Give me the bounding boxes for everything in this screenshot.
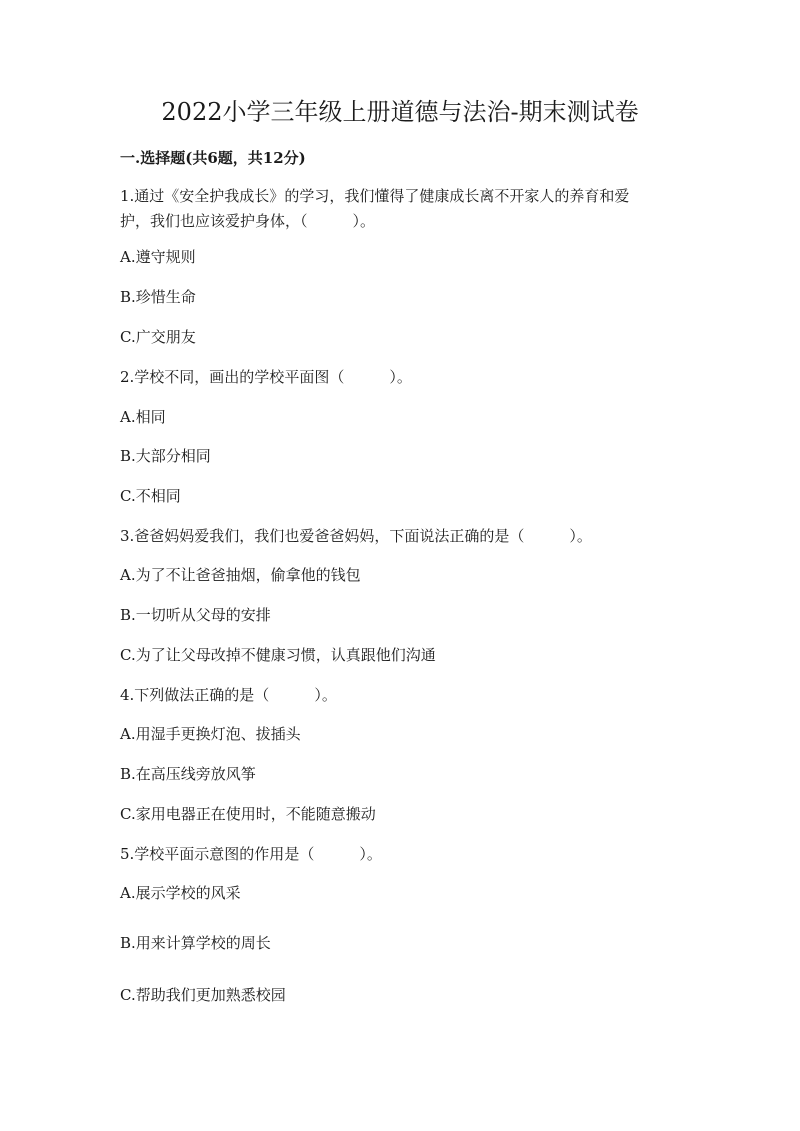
question-2-option-b: B.大部分相同	[120, 447, 211, 465]
question-1-option-a: A.遵守规则	[120, 248, 196, 266]
section-heading: 一.选择题(共6题，共12分)	[120, 149, 306, 167]
question-3-option-a: A.为了不让爸爸抽烟，偷拿他的钱包	[120, 566, 361, 584]
question-3-option-b: B.一切听从父母的安排	[120, 606, 271, 624]
question-1-option-b: B.珍惜生命	[120, 288, 196, 306]
question-5-option-a: A.展示学校的风采	[120, 884, 241, 902]
question-1-line-1: 1.通过《安全护我成长》的学习，我们懂得了健康成长离不开家人的养育和爱	[120, 187, 630, 205]
question-5-option-c: C.帮助我们更加熟悉校园	[120, 986, 286, 1004]
question-4: 4.下列做法正确的是（ ）。	[120, 686, 337, 704]
question-1-line-2: 护，我们也应该爱护身体，（ ）。	[120, 212, 376, 230]
question-2: 2.学校不同，画出的学校平面图（ ）。	[120, 368, 412, 386]
question-4-option-c: C.家用电器正在使用时，不能随意搬动	[120, 805, 376, 823]
question-5: 5.学校平面示意图的作用是（ ）。	[120, 845, 382, 863]
question-4-option-a: A.用湿手更换灯泡、拔插头	[120, 725, 301, 743]
question-2-option-c: C.不相同	[120, 487, 181, 505]
page-title: 2022小学三年级上册道德与法治-期末测试卷	[161, 98, 639, 126]
question-2-option-a: A.相同	[120, 408, 166, 426]
question-4-option-b: B.在高压线旁放风筝	[120, 765, 256, 783]
question-3: 3.爸爸妈妈爱我们，我们也爱爸爸妈妈，下面说法正确的是（ ）。	[120, 527, 592, 545]
question-3-option-c: C.为了让父母改掉不健康习惯，认真跟他们沟通	[120, 646, 436, 664]
question-1-option-c: C.广交朋友	[120, 328, 196, 346]
question-5-option-b: B.用来计算学校的周长	[120, 934, 271, 952]
